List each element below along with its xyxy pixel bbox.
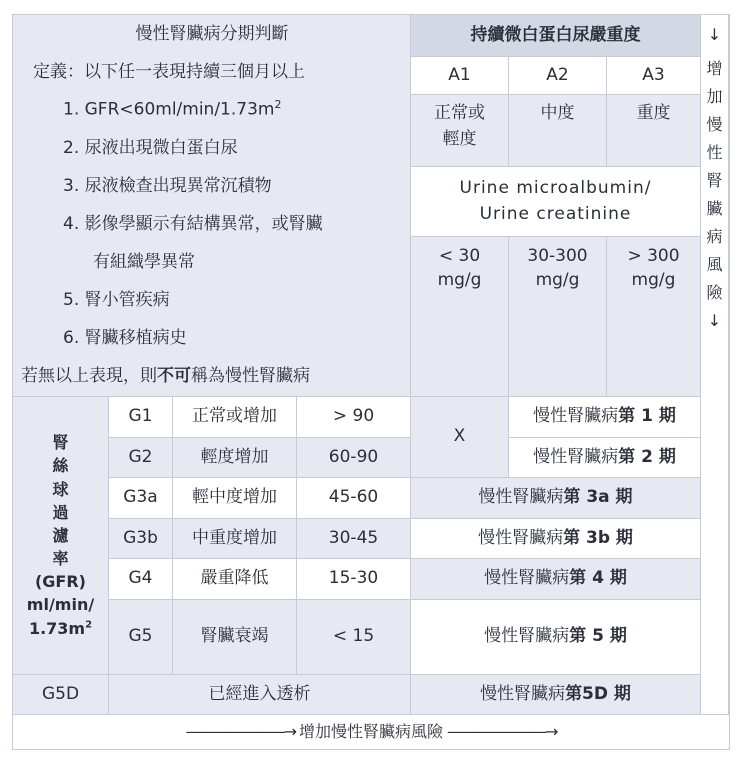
definition-intro: 定義：以下任一表現持續三個月以上 <box>33 62 305 82</box>
desc-g3b: 中重度增加 <box>173 519 297 559</box>
right-arrow-icon: ———————→ <box>447 722 557 741</box>
range-g4: 15-30 <box>297 559 411 600</box>
ckd-staging-table <box>12 14 730 750</box>
range-a3: > 300 mg/g <box>607 237 701 397</box>
right-arrow-icon: ———————→ <box>185 722 295 741</box>
desc-g1: 正常或增加 <box>173 397 297 438</box>
stage-result-4: 慢性腎臟病 第 4 期 <box>411 559 701 600</box>
side-risk-arrow: ↓ 增 加 慢 性 腎 臟 病 風 險 ↓ <box>701 15 729 715</box>
col-a2: A2 <box>509 57 607 95</box>
desc-g5: 腎臟衰竭 <box>173 600 297 675</box>
severity-a2: 中度 <box>509 95 607 167</box>
measure-line-2: Urine creatinine <box>479 203 632 224</box>
stage-g5d: G5D <box>13 675 109 715</box>
desc-g3a: 輕中度增加 <box>173 478 297 519</box>
stage-result-5: 慢性腎臟病 第 5 期 <box>411 600 701 675</box>
severity-a1: 正常或 輕度 <box>411 95 509 167</box>
definition-block <box>13 15 411 397</box>
definition-item-1: 1. $GFR<60ml/\min/1.73m^2$ <box>63 98 282 120</box>
range-g3b: 30-45 <box>297 519 411 559</box>
definition-item-3: 3. 尿液檢查出現異常沉積物 <box>63 176 272 196</box>
superscript: 2 <box>274 98 282 111</box>
desc-g5d: 已經進入透析 <box>109 675 411 715</box>
range-a1: < 30 mg/g <box>411 237 509 397</box>
bottom-risk-label: 增加慢性腎臟病風險 <box>298 722 443 741</box>
definition-footer: 若無以上表現，則不可稱為慢性腎臟病 <box>21 366 310 386</box>
range-g5: < 15 <box>297 600 411 675</box>
definition-item-6: 6. 腎臟移植病史 <box>63 328 187 348</box>
definition-item-5: 5. 腎小管疾病 <box>63 290 170 310</box>
definition-item-4-cont: 有組織學異常 <box>93 252 195 272</box>
stage-g3b: G3b <box>109 519 173 559</box>
albuminuria-header: 持續微白蛋白尿嚴重度 <box>411 15 701 57</box>
stage-g1: G1 <box>109 397 173 438</box>
desc-g2: 輕度增加 <box>173 438 297 478</box>
not-ckd-mark: X <box>411 397 509 478</box>
range-g2: 60-90 <box>297 438 411 478</box>
stage-result-3a: 慢性腎臟病 第 3a 期 <box>411 478 701 519</box>
down-arrow-icon: ↓ <box>707 25 722 44</box>
desc-g4: 嚴重降低 <box>173 559 297 600</box>
definition-item-2: 2. 尿液出現微白蛋白尿 <box>63 138 238 158</box>
stage-result-2: 慢性腎臟病 第 2 期 <box>509 438 701 478</box>
down-arrow-icon: ↓ <box>707 311 722 330</box>
stage-result-5d: 慢性腎臟病 第5D 期 <box>411 675 701 715</box>
stage-g4: G4 <box>109 559 173 600</box>
severity-a3: 重度 <box>607 95 701 167</box>
stage-result-1: 慢性腎臟病 第 1 期 <box>509 397 701 438</box>
col-a1: A1 <box>411 57 509 95</box>
definition-title: 慢性腎臟病分期判斷 <box>135 24 289 44</box>
measure-line-1: Urine microalbumin/ <box>459 178 652 198</box>
albuminuria-measure <box>411 167 701 237</box>
stage-g3a: G3a <box>109 478 173 519</box>
range-g3a: 45-60 <box>297 478 411 519</box>
bottom-risk-arrow <box>13 715 729 749</box>
range-g1: > 90 <box>297 397 411 438</box>
stage-result-3b: 慢性腎臟病 第 3b 期 <box>411 519 701 559</box>
gfr-label: 腎 絲 球 過 濾 率 (GFR) ml/min/ $1.73m^2$ <box>13 397 109 675</box>
range-a2: 30-300 mg/g <box>509 237 607 397</box>
stage-g5: G5 <box>109 600 173 675</box>
definition-item-4: 4. 影像學顯示有結構異常，或腎臟 <box>63 214 323 234</box>
col-a3: A3 <box>607 57 701 95</box>
stage-g2: G2 <box>109 438 173 478</box>
